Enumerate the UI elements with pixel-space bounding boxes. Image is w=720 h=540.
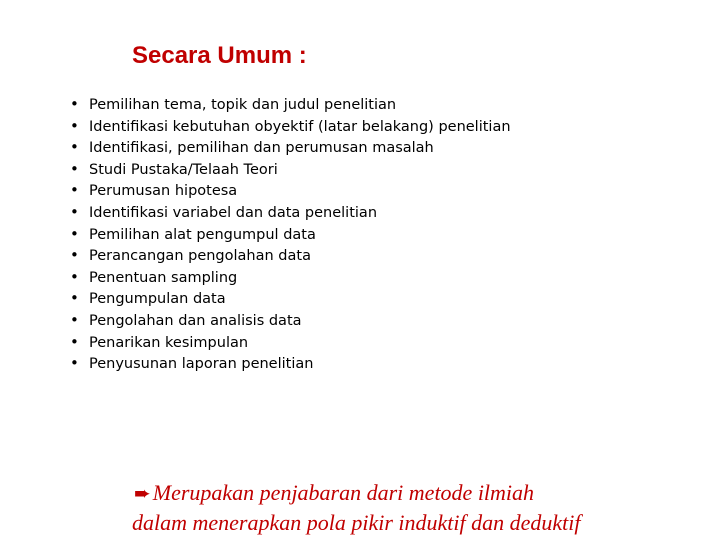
bullet-icon: • [70, 159, 79, 178]
list-item [70, 202, 511, 224]
list-item-text: Penarikan kesimpulan [89, 334, 249, 351]
bullet-icon: • [70, 267, 79, 286]
list-item-text: Pengumpulan data [89, 291, 226, 308]
list-item [70, 267, 511, 289]
bullet-icon: • [70, 181, 79, 200]
bullet-icon: • [70, 289, 79, 308]
bullet-icon: • [70, 95, 79, 113]
list-item-text: Perancangan pengolahan data [89, 248, 311, 265]
arrow-right-icon: ➨ [134, 481, 151, 505]
list-item-text: Perumusan hipotesa [89, 183, 238, 200]
list-item-text: Pemilihan alat pengumpul data [89, 226, 316, 243]
bullet-icon: • [70, 224, 79, 243]
list-item [70, 310, 511, 332]
bullet-icon: • [70, 246, 79, 265]
bullet-icon: • [70, 354, 79, 373]
bullet-icon: • [70, 332, 79, 351]
list-item [70, 332, 511, 354]
bullet-icon: • [70, 138, 79, 157]
list-item-text: Pemilihan tema, topik dan judul penelitian [89, 97, 397, 113]
slide-title: Secara Umum : [132, 42, 307, 69]
list-item [70, 288, 511, 310]
list-item [70, 116, 511, 138]
bullet-icon: • [70, 202, 79, 221]
list-item-text: Penyusunan laporan penelitian [89, 356, 314, 373]
list-item [70, 353, 511, 375]
summary-note-line-1 [132, 478, 581, 508]
list-item [70, 94, 511, 116]
list-item-text: Penentuan sampling [89, 269, 238, 286]
list-item [70, 245, 511, 267]
list-item [70, 224, 511, 246]
list-item [70, 180, 511, 202]
list-item [70, 159, 511, 181]
list-item-text: Identifikasi kebutuhan obyektif (latar belakang) penelitian [89, 118, 511, 135]
summary-note-line-2: dalam menerapkan pola pikir induktif dan deduktif [132, 510, 581, 535]
list-item-text: Pengolahan dan analisis data [89, 312, 302, 329]
list-item-text: Identifikasi, pemilihan dan perumusan masalah [89, 140, 434, 157]
bullet-icon: • [70, 116, 79, 135]
bullet-list [70, 94, 511, 375]
summary-note-text-1: Merupakan penjabaran dari metode ilmiah [152, 480, 535, 505]
summary-note [132, 478, 581, 537]
list-item-text: Studi Pustaka/Telaah Teori [89, 161, 278, 178]
list-item [70, 137, 511, 159]
list-item-text: Identifikasi variabel dan data penelitian [89, 204, 378, 221]
bullet-icon: • [70, 310, 79, 329]
